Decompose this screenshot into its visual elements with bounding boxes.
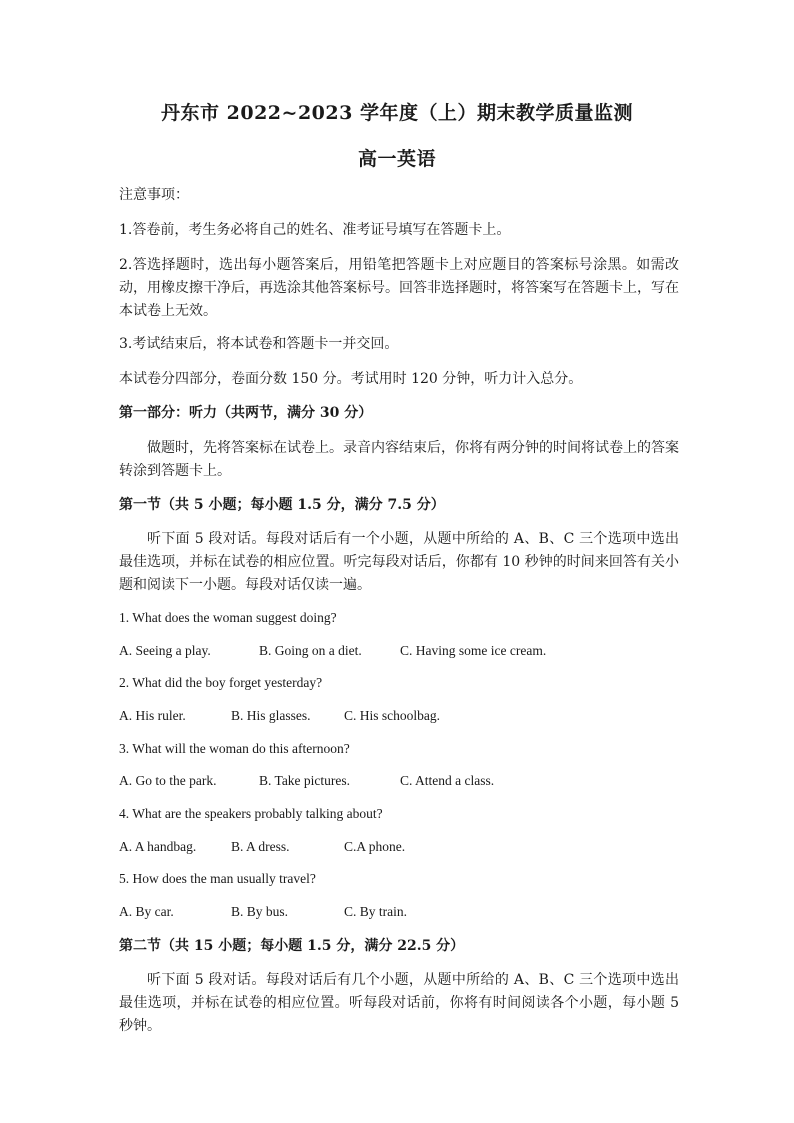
q5-option-a: A. By car. <box>119 904 174 919</box>
exam-title: 丹东市 2022~2023 学年度（上）期末教学质量监测 <box>161 102 633 124</box>
question-2: 2. What did the boy forget yesterday? <box>119 675 323 690</box>
q1-option-b: B. Going on a diet. <box>259 643 362 658</box>
q4-option-a: A. A handbag. <box>119 839 197 854</box>
question-4: 4. What are the speakers probably talking about? <box>119 806 383 821</box>
q3-option-c: C. Attend a class. <box>400 773 495 788</box>
notice-item-3: 3.考试结束后，将本试卷和答题卡一并交回。 <box>119 336 399 352</box>
q4-option-c: C.A phone. <box>344 839 406 854</box>
exam-subject: 高一英语 <box>357 148 436 170</box>
part1-heading: 第一部分：听力（共两节，满分 30 分） <box>119 405 373 421</box>
part1-instruction: 做题时，先将答案标在试卷上。录音内容结束后，你将有两分钟的时间将试卷上的答案转涂到答题卡上。 <box>119 440 679 479</box>
q2-option-a: A. His ruler. <box>119 708 186 723</box>
q5-option-b: B. By bus. <box>231 904 289 919</box>
exam-summary: 本试卷分四部分，卷面分数 150 分。考试用时 120 分钟，听力计入总分。 <box>119 371 583 387</box>
q1-option-c: C. Having some ice cream. <box>400 643 547 658</box>
section1-instruction: 听下面 5 段对话。每段对话后有一个小题，从题中所给的 A、B、C 三个选项中选出最佳选项，并标在试卷的相应位置。听完每段对话后，你都有 10 秒钟的时间来回答有关小题和阅读下一小题。每段对话仅读一遍。 <box>119 531 679 593</box>
q1-option-a: A. Seeing a play. <box>119 643 211 658</box>
notice-label: 注意事项： <box>119 187 189 203</box>
section2-heading: 第二节（共 15 小题；每小题 1.5 分，满分 22.5 分） <box>119 938 465 954</box>
q4-option-b: B. A dress. <box>231 839 290 854</box>
q2-option-c: C. His schoolbag. <box>344 708 440 723</box>
q3-option-a: A. Go to the park. <box>119 773 217 788</box>
question-5: 5. How does the man usually travel? <box>119 871 316 886</box>
section1-heading: 第一节（共 5 小题；每小题 1.5 分，满分 7.5 分） <box>119 497 445 513</box>
section2-instruction: 听下面 5 段对话。每段对话后有几个小题，从题中所给的 A、B、C 三个选项中选出最佳选项，并标在试卷的相应位置。听每段对话前，你将有时间阅读各个小题，每小题 5 秒钟。 <box>119 972 679 1034</box>
q5-option-c: C. By train. <box>344 904 407 919</box>
notice-item-1: 1.答卷前，考生务必将自己的姓名、准考证号填写在答题卡上。 <box>119 222 511 238</box>
question-1: 1. What does the woman suggest doing? <box>119 610 337 625</box>
notice-item-2: 2.答选择题时，选出每小题答案后，用铅笔把答题卡上对应题目的答案标号涂黑。如需改动，用橡皮擦干净后，再选涂其他答案标号。回答非选择题时，将答案写在答题卡上，写在本试卷上无效。 <box>119 257 679 319</box>
q3-option-b: B. Take pictures. <box>259 773 351 788</box>
q2-option-b: B. His glasses. <box>231 708 311 723</box>
question-3: 3. What will the woman do this afternoon? <box>119 741 350 756</box>
